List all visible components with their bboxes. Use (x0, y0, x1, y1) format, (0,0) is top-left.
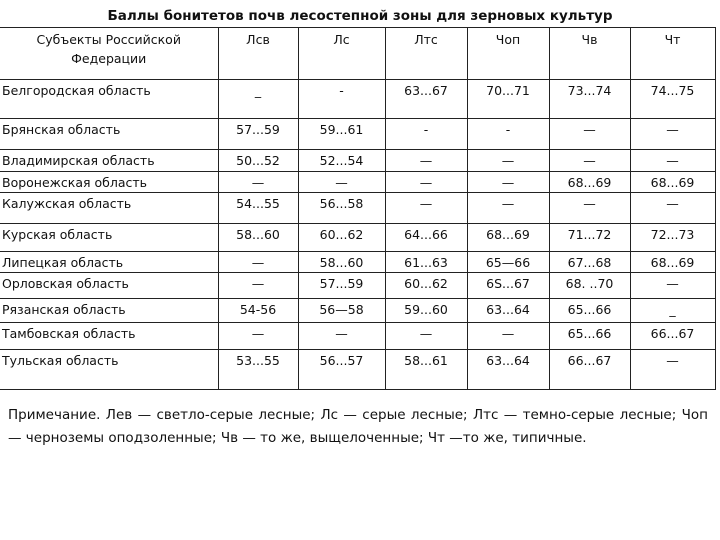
score-cell: 66...67 (630, 323, 715, 350)
score-cell: 64...66 (385, 224, 467, 252)
score-cell: 72...73 (630, 224, 715, 252)
score-cell: 66...67 (549, 350, 630, 390)
table-row (0, 350, 715, 390)
score-cell: 56—58 (298, 299, 385, 323)
score-cell: — (385, 150, 467, 172)
score-cell: 60...62 (385, 273, 467, 299)
score-cell: 73...74 (549, 80, 630, 119)
table-row (0, 224, 715, 252)
score-cell: 57...59 (218, 119, 298, 150)
score-cell: — (467, 150, 549, 172)
score-cell: 74...75 (630, 80, 715, 119)
header-subjects: Субъекты Российской Федерации (0, 28, 218, 80)
score-cell: — (218, 273, 298, 299)
score-cell: — (630, 119, 715, 150)
region-name-cell: Курская область (0, 224, 218, 252)
score-cell: — (630, 150, 715, 172)
score-cell: — (630, 273, 715, 299)
region-name-cell: Рязанская область (0, 299, 218, 323)
table-row (0, 80, 715, 119)
header-chop: Чоп (467, 28, 549, 80)
table-note: Примечание. Лев — светло-серые лесные; Лс — серые лесные; Лтс — темно-серые лесные; Чоп — черноземы оподзоленные; Чв — то же, выщелоченные; Чт —то же, типичные. (8, 407, 708, 446)
score-cell: — (385, 323, 467, 350)
score-cell: 59...61 (298, 119, 385, 150)
score-cell: — (467, 172, 549, 193)
region-name-cell: Тульская область (0, 350, 218, 390)
table-row (0, 119, 715, 150)
header-cht: Чт (630, 28, 715, 80)
score-cell: 68...69 (630, 252, 715, 273)
score-cell: _ (218, 80, 298, 119)
region-name-cell: Воронежская область (0, 172, 218, 193)
score-cell: 56...58 (298, 193, 385, 224)
region-name-cell: Орловская область (0, 273, 218, 299)
score-cell: 57...59 (298, 273, 385, 299)
score-cell: 56...57 (298, 350, 385, 390)
score-cell: 61...63 (385, 252, 467, 273)
score-cell: — (298, 323, 385, 350)
region-name-cell: Белгородская область (0, 80, 218, 119)
page-title: Баллы бонитетов почв лесостепной зоны для зерновых культур (107, 8, 613, 24)
score-cell: 54-56 (218, 299, 298, 323)
region-name-cell: Липецкая область (0, 252, 218, 273)
header-lts: Лтс (385, 28, 467, 80)
score-cell: 63...67 (385, 80, 467, 119)
score-cell: 63...64 (467, 299, 549, 323)
region-name-cell: Брянская область (0, 119, 218, 150)
bonitet-table (0, 27, 716, 390)
score-cell: 52...54 (298, 150, 385, 172)
header-ls: Лс (298, 28, 385, 80)
region-name-cell: Тамбовская область (0, 323, 218, 350)
score-cell: 50...52 (218, 150, 298, 172)
score-cell: — (549, 119, 630, 150)
score-cell: — (385, 172, 467, 193)
score-cell: — (630, 350, 715, 390)
score-cell: — (218, 252, 298, 273)
score-cell: — (467, 323, 549, 350)
score-cell: 65—66 (467, 252, 549, 273)
score-cell: 70...71 (467, 80, 549, 119)
score-cell: 59...60 (385, 299, 467, 323)
score-cell: — (218, 323, 298, 350)
table-header-row (0, 28, 715, 80)
score-cell: 65...66 (549, 323, 630, 350)
table-row (0, 299, 715, 323)
region-name-cell: Калужская область (0, 193, 218, 224)
score-cell: 58...60 (218, 224, 298, 252)
score-cell: 60...62 (298, 224, 385, 252)
table-row (0, 172, 715, 193)
score-cell: - (298, 80, 385, 119)
table-row (0, 252, 715, 273)
score-cell: 68...69 (630, 172, 715, 193)
score-cell: - (467, 119, 549, 150)
region-name-cell: Владимирская область (0, 150, 218, 172)
score-cell: 65...66 (549, 299, 630, 323)
score-cell: — (549, 193, 630, 224)
score-cell: 68...69 (549, 172, 630, 193)
score-cell: 53...55 (218, 350, 298, 390)
score-cell: 58...61 (385, 350, 467, 390)
score-cell: _ (630, 299, 715, 323)
score-cell: 68. ..70 (549, 273, 630, 299)
score-cell: 67...68 (549, 252, 630, 273)
table-row (0, 193, 715, 224)
header-lsv: Лсв (218, 28, 298, 80)
score-cell: — (218, 172, 298, 193)
score-cell: 68...69 (467, 224, 549, 252)
score-cell: 54...55 (218, 193, 298, 224)
table-body (0, 80, 715, 390)
score-cell: — (549, 150, 630, 172)
score-cell: — (385, 193, 467, 224)
score-cell: - (385, 119, 467, 150)
score-cell: 58...60 (298, 252, 385, 273)
score-cell: — (298, 172, 385, 193)
score-cell: — (630, 193, 715, 224)
table-row (0, 323, 715, 350)
table-row (0, 150, 715, 172)
score-cell: — (467, 193, 549, 224)
table-row (0, 273, 715, 299)
score-cell: 71...72 (549, 224, 630, 252)
score-cell: 6S...67 (467, 273, 549, 299)
header-chv: Чв (549, 28, 630, 80)
score-cell: 63...64 (467, 350, 549, 390)
